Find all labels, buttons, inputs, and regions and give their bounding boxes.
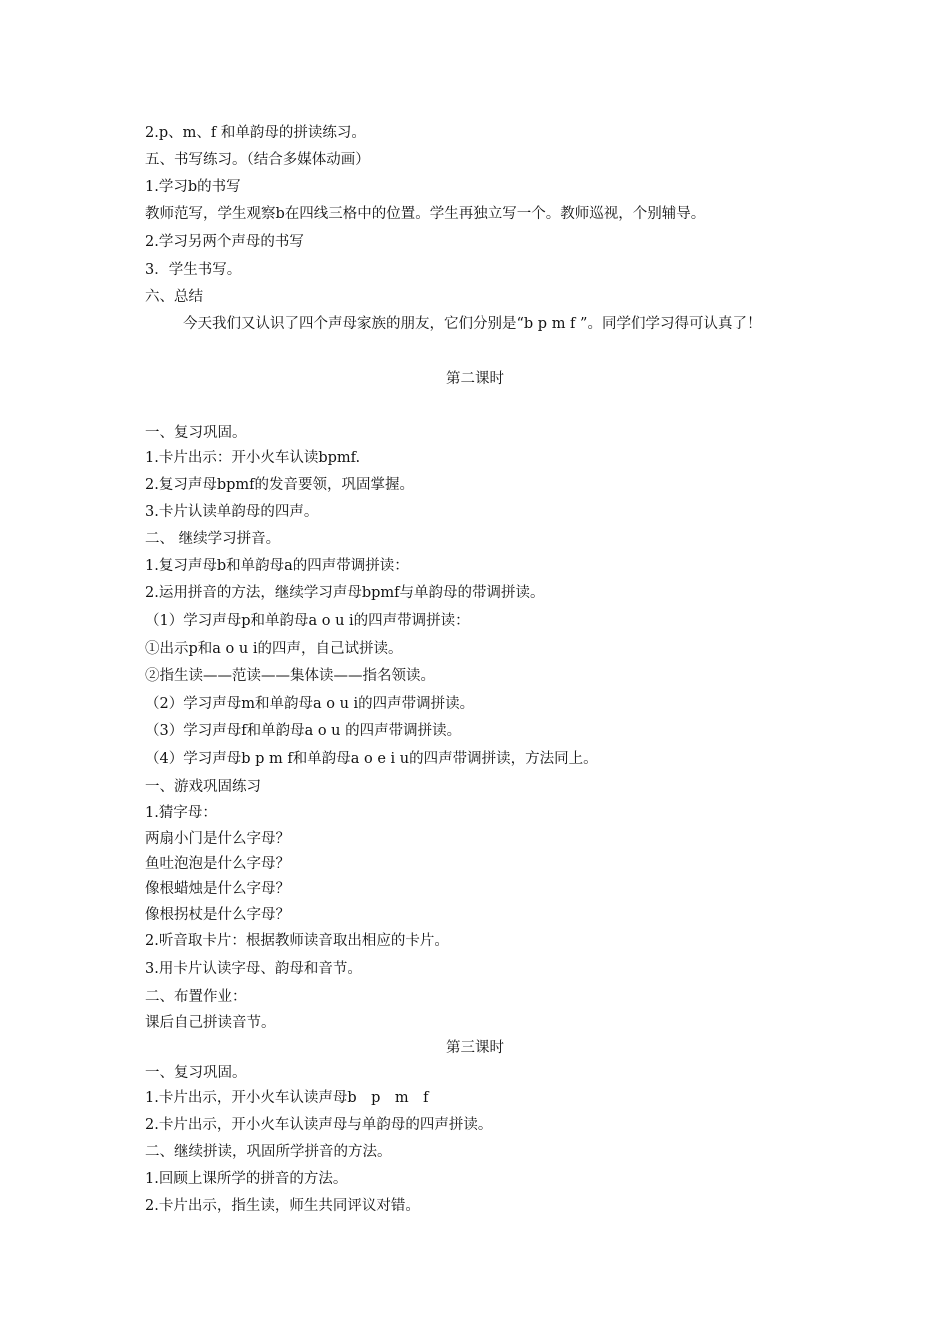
text-line: 2.运用拼音的方法，继续学习声母bpmf与单韵母的带调拼读。 (145, 585, 545, 601)
text-line: 2.学习另两个声母的书写 (145, 234, 304, 250)
text-line: （4）学习声母b p m f和单韵母a o e i u的四声带调拼读，方法同上。 (145, 751, 598, 767)
text-line: 1.学习b的书写 (145, 179, 241, 195)
text-line: ①出示p和a o u i的四声，自己试拼读。 (145, 641, 403, 657)
text-line: 3.用卡片认读字母、韵母和音节。 (145, 961, 362, 977)
text-line: 1.回顾上课所学的拼音的方法。 (145, 1171, 348, 1187)
text-line: 1.复习声母b和单韵母a的四声带调拼读： (145, 558, 409, 574)
section-heading: 五、书写练习。（结合多媒体动画） (145, 152, 370, 168)
text-line: （1）学习声母p和单韵母a o u i的四声带调拼读： (145, 613, 470, 629)
summary-paragraph: 今天我们又认识了四个声母家族的朋友，它们分别是“b p m f ”。同学们学习得可认真了！ (183, 316, 762, 332)
text-line: （3）学习声母f和单韵母a o u 的四声带调拼读。 (145, 723, 462, 739)
text-line: 教师范写，学生观察b在四线三格中的位置。学生再独立写一个。教师巡视，个别辅导。 (145, 206, 706, 222)
section-heading: 一、复习巩固。 (145, 1065, 247, 1081)
text-line: 2.p、m、f 和单韵母的拼读练习。 (145, 125, 366, 141)
text-line: 鱼吐泡泡是什么字母？ (145, 856, 290, 872)
text-line: 像根蜡烛是什么字母？ (145, 881, 290, 897)
section-heading: 一、复习巩固。 (145, 425, 247, 441)
lesson-heading: 第二课时 (446, 371, 504, 387)
text-line: 1.猜字母： (145, 805, 217, 821)
text-line: 1.卡片出示：开小火车认读bpmf. (145, 450, 361, 466)
text-line: 像根拐杖是什么字母？ (145, 907, 290, 923)
text-line: （2）学习声母m和单韵母a o u i的四声带调拼读。 (145, 696, 475, 712)
text-line: 3．学生书写。 (145, 262, 242, 278)
section-heading: 六、总结 (145, 289, 203, 305)
text-line: ②指生读——范读——集体读——指名领读。 (145, 668, 435, 684)
text-line: 2.听音取卡片：根据教师读音取出相应的卡片。 (145, 933, 449, 949)
section-heading: 二、继续拼读，巩固所学拼音的方法。 (145, 1144, 392, 1160)
section-heading: 二、布置作业： (145, 989, 247, 1005)
text-line: 3.卡片认读单韵母的四声。 (145, 504, 319, 520)
text-line: 1.卡片出示，开小火车认读声母b p m f (145, 1090, 429, 1106)
text-line: 2.卡片出示，指生读，师生共同评议对错。 (145, 1198, 420, 1214)
text-line: 课后自己拼读音节。 (145, 1015, 276, 1031)
section-heading: 二、 继续学习拼音。 (145, 531, 281, 547)
text-line: 两扇小门是什么字母？ (145, 831, 290, 847)
text-line: 2.复习声母bpmf的发音要领，巩固掌握。 (145, 477, 415, 493)
lesson-heading: 第三课时 (446, 1040, 504, 1056)
text-line: 2.卡片出示，开小火车认读声母与单韵母的四声拼读。 (145, 1117, 493, 1133)
section-heading: 一、游戏巩固练习 (145, 779, 261, 795)
